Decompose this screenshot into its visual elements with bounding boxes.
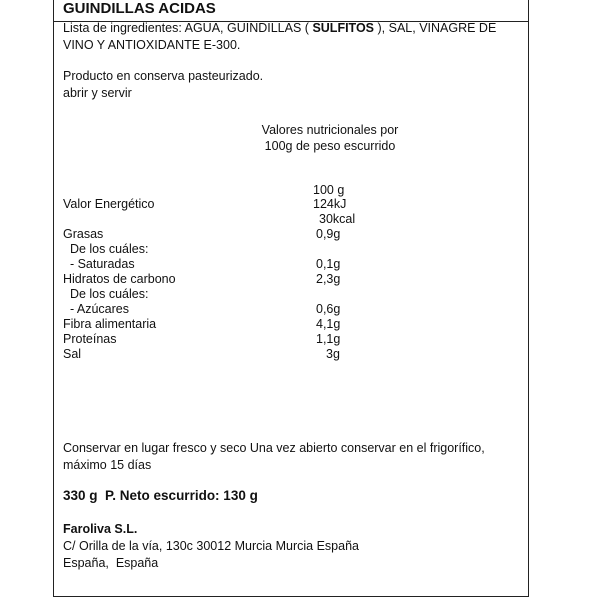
nutrient-value: 3g bbox=[326, 347, 340, 361]
nutrient-value: 0,9g bbox=[316, 227, 341, 241]
company-address: C/ Orilla de la vía, 130c 30012 Murcia Murcia España bbox=[63, 539, 359, 553]
nutrition-header bbox=[230, 122, 430, 154]
conservation-note-line-2: abrir y servir bbox=[63, 86, 132, 100]
nutrition-header-line-2: 100g de peso escurrido bbox=[264, 139, 396, 153]
nutrient-value: 2,3g bbox=[316, 272, 341, 286]
ingredients-line-1 bbox=[63, 20, 496, 36]
nutrient-value: 4,1g bbox=[316, 317, 341, 331]
nutrient-label: Hidratos de carbono bbox=[63, 272, 176, 286]
ingredients-suffix: ), SAL, VINAGRE DE bbox=[377, 21, 497, 35]
nutrient-label: De los cuáles: bbox=[63, 242, 149, 256]
nutrient-label: Grasas bbox=[63, 227, 104, 241]
storage-line-2: máximo 15 días bbox=[63, 458, 152, 472]
nutrient-label: - Saturadas bbox=[63, 257, 135, 271]
product-title: GUINDILLAS ACIDAS bbox=[63, 0, 216, 17]
energy-kcal: 30kcal bbox=[319, 212, 356, 226]
nutrient-label: Fibra alimentaria bbox=[63, 317, 157, 331]
nutrition-column-header: 100 g bbox=[313, 183, 345, 197]
ingredients-line-2: VINO Y ANTIOXIDANTE E-300. bbox=[63, 38, 241, 52]
company-country: España, España bbox=[63, 556, 159, 570]
nutrient-value: 1,1g bbox=[316, 332, 341, 346]
nutrient-value: 0,6g bbox=[316, 302, 341, 316]
conservation-note-line-1: Producto en conserva pasteurizado. bbox=[63, 69, 264, 83]
nutrient-label: - Azúcares bbox=[63, 302, 129, 316]
nutrient-value: 0,1g bbox=[316, 257, 341, 271]
nutrient-label: De los cuáles: bbox=[63, 287, 149, 301]
energy-label: Valor Energético bbox=[63, 197, 155, 211]
ingredients-prefix: Lista de ingredientes: AGUA, GUINDILLAS ( bbox=[63, 21, 309, 35]
net-weights: 330 g P. Neto escurrido: 130 g bbox=[63, 488, 258, 503]
allergen-sulfitos: SULFITOS bbox=[312, 21, 375, 35]
storage-line-1: Conservar en lugar fresco y seco Una vez abierto conservar en el frigorífico, bbox=[63, 441, 485, 455]
energy-kj: 124kJ bbox=[313, 197, 347, 211]
nutrient-label: Proteínas bbox=[63, 332, 117, 346]
company-name: Faroliva S.L. bbox=[63, 522, 138, 536]
nutrition-header-line-1: Valores nutricionales por bbox=[261, 123, 399, 137]
nutrient-label: Sal bbox=[63, 347, 82, 361]
